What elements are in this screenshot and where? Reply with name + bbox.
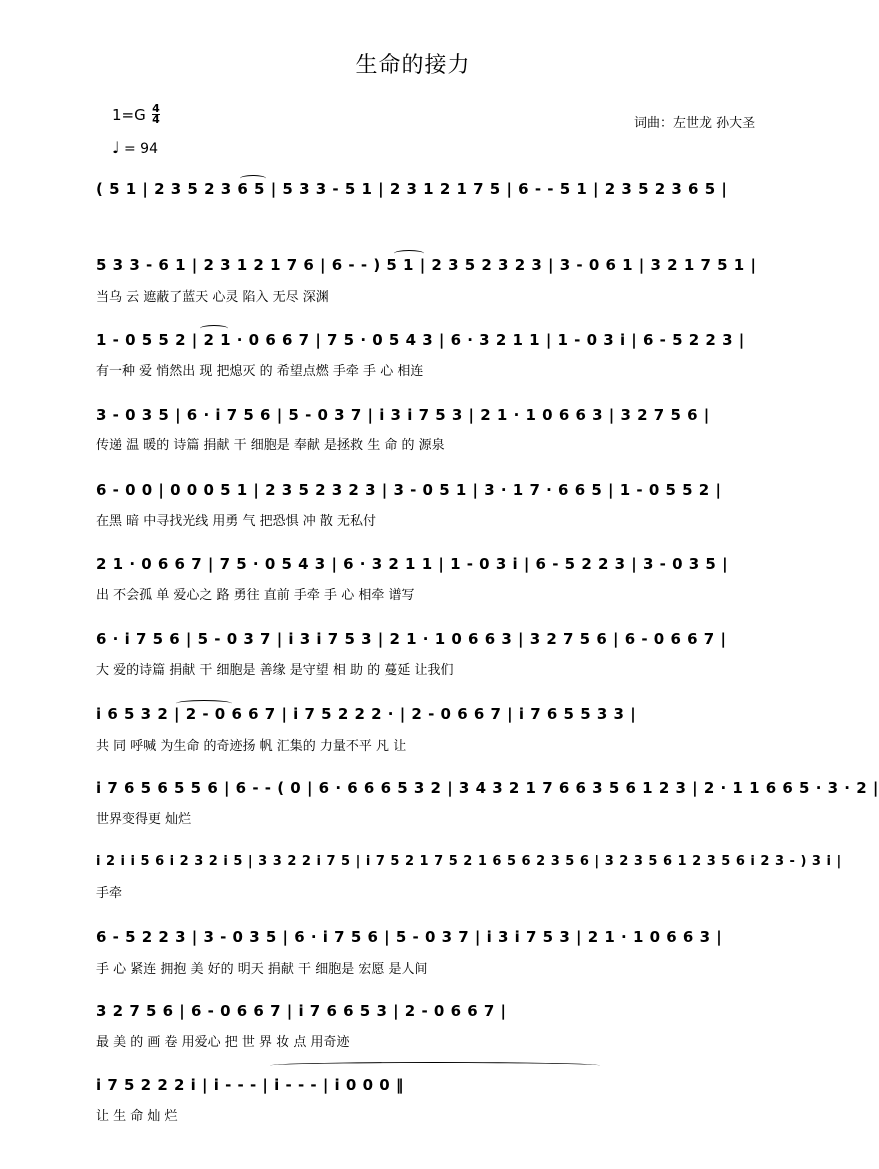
notation-line: i 7 5 2 2 2 i | i - - - | i - - - | i 0 0 0 ‖ xyxy=(96,1076,404,1094)
notation-line: 3 2 7 5 6 | 6 - 0 6 6 7 | i 7 6 6 5 3 | 2 - 0 6 6 7 | xyxy=(96,1002,507,1020)
time-signature xyxy=(152,104,160,125)
slur-mark xyxy=(240,175,266,182)
tempo-value: = 94 xyxy=(124,141,158,157)
notation-line: 3 - 0 3 5 | 6 · i 7 5 6 | 5 - 0 3 7 | i 3 i 7 5 3 | 2 1 · 1 0 6 6 3 | 3 2 7 5 6 | xyxy=(96,406,710,424)
tempo-marking xyxy=(112,138,158,157)
notation-line: 6 - 5 2 2 3 | 3 - 0 3 5 | 6 · i 7 5 6 | 5 - 0 3 7 | i 3 i 7 5 3 | 2 1 · 1 0 6 6 3 | xyxy=(96,928,723,946)
notation-line: 6 · i 7 5 6 | 5 - 0 3 7 | i 3 i 7 5 3 | 2 1 · 1 0 6 6 3 | 3 2 7 5 6 | 6 - 0 6 6 7 | xyxy=(96,630,727,648)
notation-line: i 7 6 5 6 5 5 6 | 6 - - ( 0 | 6 · 6 6 6 5 3 2 | 3 4 3 2 1 7 6 6 3 5 6 1 2 3 | 2 · 1 1 6 6 5 · 3 · 2 | xyxy=(96,779,879,797)
quarter-note-icon: ♩ xyxy=(112,138,120,157)
lyrics-line: 让 生 命 灿 烂 xyxy=(96,1109,178,1124)
meter-top: 4 xyxy=(152,102,160,115)
key-signature: 1=G xyxy=(112,106,146,124)
notation-line: i 6 5 3 2 | 2 - 0 6 6 7 | i 7 5 2 2 2 · | 2 - 0 6 6 7 | i 7 6 5 5 3 3 | xyxy=(96,705,637,723)
notation-line: 2 1 · 0 6 6 7 | 7 5 · 0 5 4 3 | 6 · 3 2 1 1 | 1 - 0 3 i | 6 - 5 2 2 3 | 3 - 0 3 5 | xyxy=(96,555,729,573)
lyrics-line: 世界变得更 灿烂 xyxy=(96,812,192,827)
notation-line: i 2 i i 5 6 i 2 3 2 i 5 | 3 3 2 2 i 7 5 | i 7 5 2 1 7 5 2 1 6 5 6 2 3 5 6 | 3 2 3 5 6 1 2 3 5 6 i 2 3 - ) 3 i | xyxy=(96,854,842,869)
lyrics-line: 手 心 紧连 拥抱 美 好的 明天 捐献 干 细胞是 宏愿 是人间 xyxy=(96,962,428,977)
lyrics-line: 最 美 的 画 卷 用爱心 把 世 界 妆 点 用奇迹 xyxy=(96,1035,350,1050)
slur-mark xyxy=(394,250,424,257)
notation-line: 6 - 0 0 | 0 0 0 5 1 | 2 3 5 2 3 2 3 | 3 - 0 5 1 | 3 · 1 7 · 6 6 5 | 1 - 0 5 5 2 | xyxy=(96,481,722,499)
lyrics-line: 共 同 呼喊 为生命 的奇迹扬 帆 汇集的 力量不平 凡 让 xyxy=(96,739,407,754)
slur-mark xyxy=(200,325,228,332)
notation-line: 1 - 0 5 5 2 | 2 1 · 0 6 6 7 | 7 5 · 0 5 4 3 | 6 · 3 2 1 1 | 1 - 0 3 i | 6 - 5 2 2 3 | xyxy=(96,331,745,349)
notation-line: ( 5 1 | 2 3 5 2 3 6 5 | 5 3 3 - 5 1 | 2 3 1 2 1 7 5 | 6 - - 5 1 | 2 3 5 2 3 6 5 | xyxy=(96,180,728,198)
slur-mark xyxy=(176,700,232,707)
lyrics-line: 出 不会孤 单 爱心之 路 勇往 直前 手牵 手 心 相牵 谱写 xyxy=(96,588,415,603)
meter-bottom: 4 xyxy=(152,113,160,126)
song-title: 生命的接力 xyxy=(355,53,471,78)
credits: 词曲：左世龙 孙大圣 xyxy=(634,116,756,131)
lyrics-line: 有一种 爱 悄然出 现 把熄灭 的 希望点燃 手牵 手 心 相连 xyxy=(96,364,424,379)
lyrics-line: 在黑 暗 中寻找光线 用勇 气 把恐惧 冲 散 无私付 xyxy=(96,514,377,529)
lyrics-line: 当乌 云 遮蔽了蓝天 心灵 陷入 无尽 深渊 xyxy=(96,290,329,305)
lyrics-line: 手牵 xyxy=(96,886,123,901)
lyrics-line: 传递 温 暖的 诗篇 捐献 干 细胞是 奉献 是拯救 生 命 的 源泉 xyxy=(96,438,445,453)
tie-mark xyxy=(270,1062,600,1069)
notation-line: 5 3 3 - 6 1 | 2 3 1 2 1 7 6 | 6 - - ) 5 1 | 2 3 5 2 3 2 3 | 3 - 0 6 1 | 3 2 1 7 5 1 | xyxy=(96,256,757,274)
lyrics-line: 大 爱的诗篇 捐献 干 细胞是 善缘 是守望 相 助 的 蔓延 让我们 xyxy=(96,663,454,678)
